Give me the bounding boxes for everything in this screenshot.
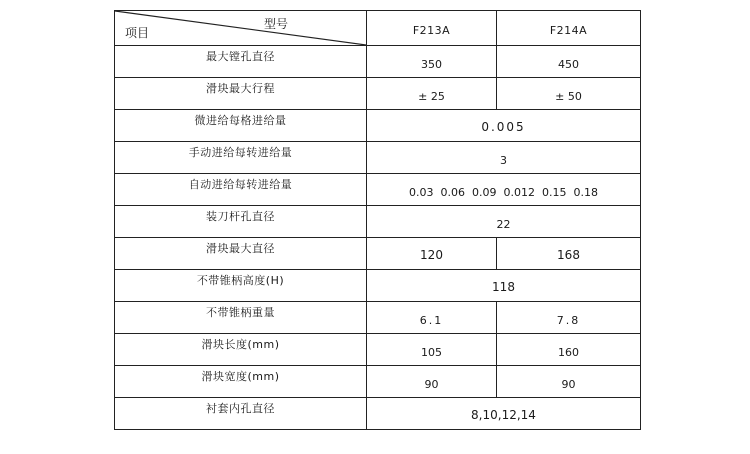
diagonal-divider [115,11,366,45]
row-label: 滑块长度(mm) [115,334,367,366]
cell-value-shared: 0.03 0.06 0.09 0.012 0.15 0.18 [367,174,641,206]
cell-value-shared: 0.005 [367,110,641,142]
cell-value-f214a: 168 [497,238,641,270]
row-label: 自动进给每转进给量 [115,174,367,206]
cell-value-shared: 3 [367,142,641,174]
cell-value-f213a: 6.1 [367,302,497,334]
table-row [115,334,641,366]
table-row [115,206,641,238]
cell-value-f214a: 7.8 [497,302,641,334]
cell-value-shared: 22 [367,206,641,238]
table-row [115,366,641,398]
table-row [115,302,641,334]
model-f214a-header: F214A [497,11,641,46]
model-f213a-header: F213A [367,11,497,46]
cell-value-f214a: 160 [497,334,641,366]
cell-value-f213a: 350 [367,46,497,78]
table-row [115,78,641,110]
cell-value-f214a: ± 50 [497,78,641,110]
model-header-label: 型号 [263,17,288,31]
table-row [115,110,641,142]
table-row [115,46,641,78]
cell-value-f213a: 120 [367,238,497,270]
item-header-label: 项目 [125,26,150,40]
row-label: 最大镗孔直径 [115,46,367,78]
table-row [115,398,641,430]
spec-table [114,10,641,430]
cell-value-f214a: 450 [497,46,641,78]
table-row [115,270,641,302]
row-label: 装刀杆孔直径 [115,206,367,238]
row-label: 滑块宽度(mm) [115,366,367,398]
table-row [115,238,641,270]
row-label: 微进给每格进给量 [115,110,367,142]
row-label: 手动进给每转进给量 [115,142,367,174]
row-label: 不带锥柄高度(H) [115,270,367,302]
table-row [115,142,641,174]
cell-value-f213a: 90 [367,366,497,398]
row-label: 滑块最大直径 [115,238,367,270]
cell-value-shared: 8,10,12,14 [367,398,641,430]
row-label: 不带锥柄重量 [115,302,367,334]
corner-header-cell [115,11,367,46]
cell-value-shared: 118 [367,270,641,302]
row-label: 滑块最大行程 [115,78,367,110]
cell-value-f213a: ± 25 [367,78,497,110]
table-row [115,174,641,206]
cell-value-f213a: 105 [367,334,497,366]
cell-value-f214a: 90 [497,366,641,398]
header-row [115,11,641,46]
row-label: 衬套内孔直径 [115,398,367,430]
